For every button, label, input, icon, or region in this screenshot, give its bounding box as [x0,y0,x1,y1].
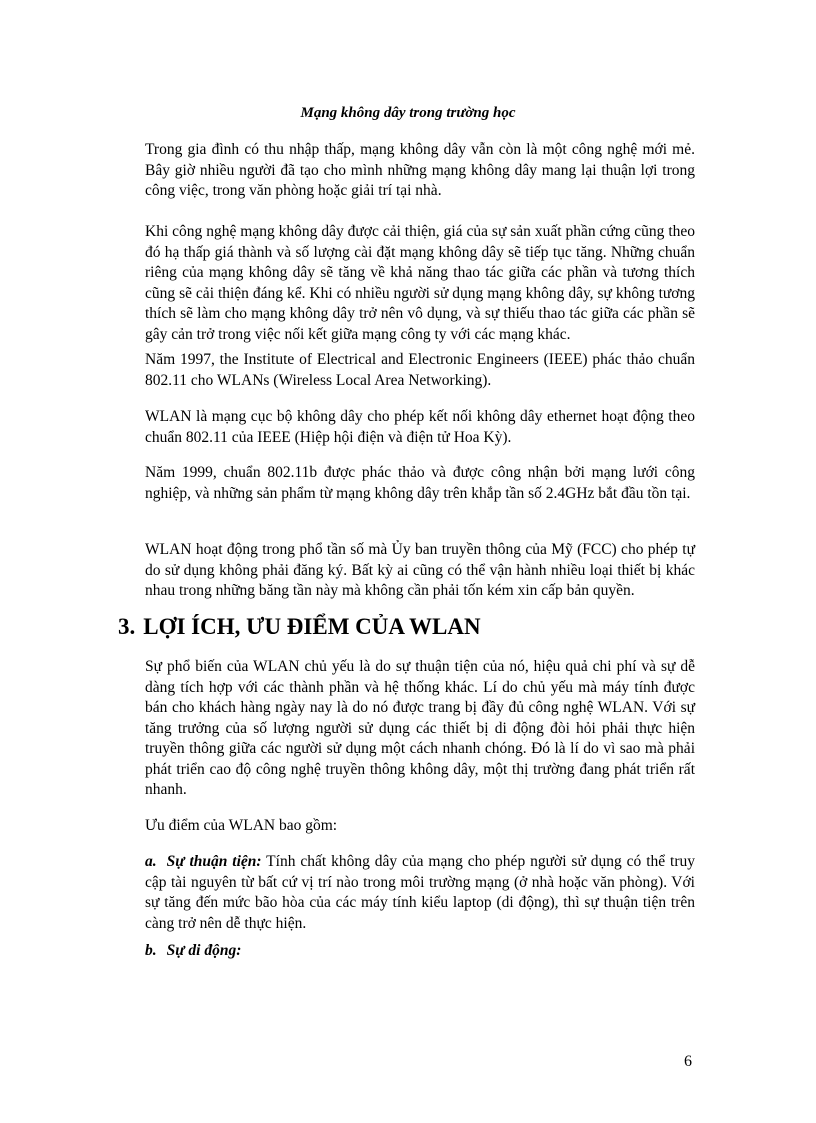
paragraph-wlan-definition: WLAN là mạng cục bộ không dây cho phép kết nối không dây ethernet hoạt động theo chuẩn 802.11 của IEEE (Hiệp hội điện và điện tử Hoa Kỳ). [145,408,695,446]
section-title: LỢI ÍCH, ƯU ĐIỂM CỦA WLAN [143,614,481,639]
item-label-b: Sự di động: [166,942,242,959]
section-number: 3. [118,614,136,639]
item-letter-b: b. [145,942,157,959]
item-letter-a: a. [145,853,157,870]
item-text-a: Tính chất không dây của mạng cho phép người sử dụng có thể truy cập tài nguyên từ bất cứ vị trí nào trong môi trường mạng (ở nhà hoặc văn phòng). Với sự tăng đến mức bão hòa của các máy tính kiểu laptop (di động), thì sự thuận tiện trên càng trở nên dễ thực hiện. [145,853,695,932]
item-label-a: Sự thuận tiện: [166,853,262,870]
paragraph-advantages-intro: Ưu điểm của WLAN bao gồm: [145,817,338,834]
page-number: 6 [684,1053,692,1070]
paragraph-wireless-improvement: Khi công nghệ mạng không dây được cải thiện, giá của sự sản xuất phần cứng cũng theo đó hạ thấp giá thành và số lượng cài đặt mạng không dây sẽ tiếp tục tăng. Những chuẩn riêng của mạng không dây sẽ tăng về khả năng thao tác giữa các phần và tương thích cũng sẽ cải thiện đáng kể. Khi có nhiều người sử dụng mạng không dây, sự không tương thích sẽ làm cho mạng không dây trở nên vô dụng, và sự thiếu thao tác giữa các phần sẽ gây cản trở trong việc nối kết giữa mạng công ty với các mạng khác. [145,223,695,343]
advantage-item-convenience [145,852,695,934]
paragraph-wlan-popularity: Sự phổ biến của WLAN chủ yếu là do sự thuận tiện của nó, hiệu quả chi phí và sự dễ dàng tích hợp với các thành phần và hệ thống khác. Lí do chủ yếu mà máy tính được bán cho khách hàng ngày nay là do nó được trang bị đầy đủ công nghệ WLAN. Với sự tăng trưởng của số lượng người sử dụng các thiết bị di động đòi hỏi phải thực hiện truyền thông giữa các người sử dụng một cách nhanh chóng. Đó là lí do vì sao mà phải phát triển cao độ công nghệ truyền thông không dây, một thị trường đang phát triển rất nhanh. [145,658,695,798]
paragraph-home-networks: Trong gia đình có thu nhập thấp, mạng không dây vẫn còn là một công nghệ mới mẻ. Bây giờ nhiều người đã tạo cho mình những mạng không dây mang lại thuận lợi trong công việc, trong văn phòng hoặc giải trí tại nhà. [145,141,695,199]
paragraph-80211b-1999: Năm 1999, chuẩn 802.11b được phác thảo và được công nhận bởi mạng lưới công nghiệp, và những sản phẩm từ mạng không dây trên khắp tần số 2.4GHz bắt đầu tồn tại. [145,464,695,502]
advantage-label-mobility [145,942,241,959]
advantage-label-convenience [145,853,262,870]
advantage-item-mobility [145,941,695,962]
section-heading [118,612,481,642]
subtitle: Mạng không dây trong trường học [300,105,516,121]
paragraph-ieee-1997: Năm 1997, the Institute of Electrical and Electronic Engineers (IEEE) phác thảo chuẩn 802.11 cho WLANs (Wireless Local Area Networking). [145,351,695,389]
paragraph-fcc-spectrum: WLAN hoạt động trong phổ tần số mà Ủy ban truyền thông của Mỹ (FCC) cho phép tự do sử dụng không phải đăng ký. Bất kỳ ai cũng có thể vận hành nhiều loại thiết bị khác nhau trong những băng tần này mà không cần phải tốn kém xin cấp bản quyền. [145,541,695,599]
